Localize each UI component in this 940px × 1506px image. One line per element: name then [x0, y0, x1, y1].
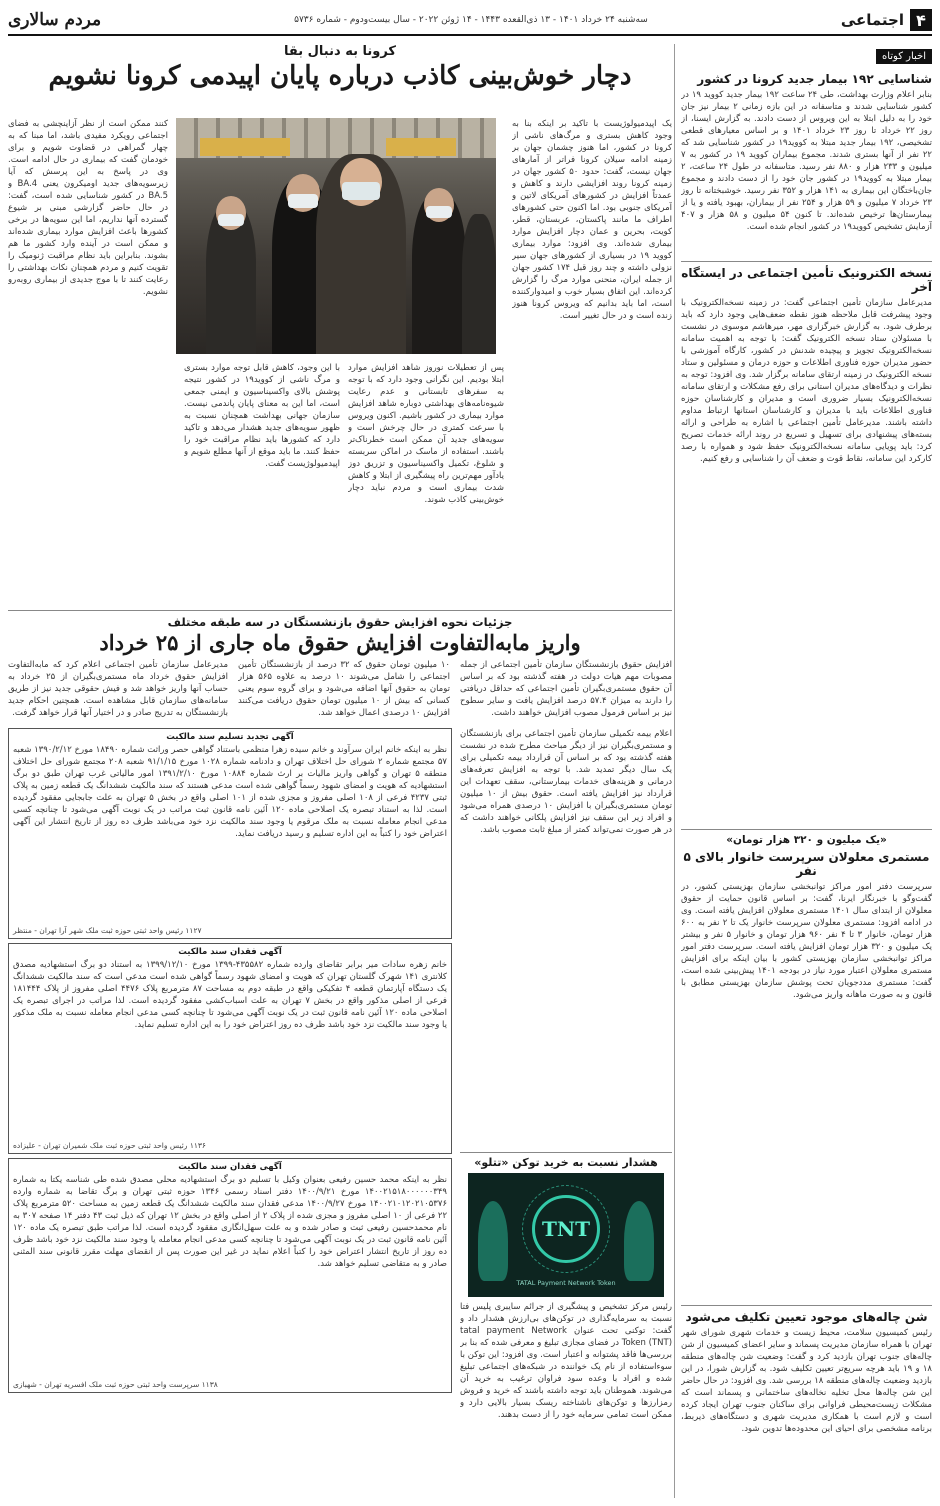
news-body: سرپرست دفتر امور مراکز توانبخشی سازمان بهزیستی کشور، در گفت‌وگو با خبرنگار ایرنا، گفت: بر اساس قانون حمایت از حقوق معلولان از ابتدای سال ۱۴۰۱ مستمری معلولان افزایش یافته است. وی در ادامه افزود: مستمری معلولان سرپرست خانوار یک تا ۲ نفر به ۶۰۰ هزار تومان، خانوار ۳ تا ۴ نفر ۹۶۰ هزار تومان و خانوار ۵ نفر و بیشتر یک میلیون و ۳۲۰ هزار تومان افزایش یافته است. سرپرست دفتر امور مراکز توانبخشی سازمان بهزیستی کشور با بیان اینکه برای افزایش مستمری معلولان اعتبار مورد نیاز در بودجه ۱۴۰۱ پیش‌بینی شده است، گفت: مستمری مددجویان تحت پوشش سازمان بهزیستی مطابق با قانون و به صورت ماهانه واریز می‌شود. [681, 882, 932, 1000]
pension-story [8, 610, 672, 725]
tnt-warning-column [460, 728, 672, 1498]
tnt-logo: TNT [541, 1217, 591, 1241]
notice-signature: ۱۱۲۷ رئیس واحد ثبتی حوزه ثبت ملک شهر آرا تهران - منتظر [13, 926, 202, 935]
photo-mask [426, 206, 452, 218]
notice-body: نظر به اینکه محمد حسین رفیعی بعنوان وکیل با تسلیم دو برگ استشهادیه محلی مصدق شده طی شناسه یکتا به شماره ۱۴۰۰۲۱۵۱۸۰۰۰۰۰۰۳۴۹ مورخ ۱۴۰۰/۹/۲۱ دفتر اسناد رسمی ۱۳۴۶ حوزه ثبتی تهران و برگ تقاضا به شماره وارده ۱۴۰۰۲۱۰۱۲۰۲۱۰۵۳۷۶ مورخ ۱۴۰۰/۹/۲۷ مدعی فقدان سند مالکیت ششدانگ یک قطعه زمین به مساحت ۵۲۰ مترمربع پلاک ۲۲ فرعی از ۱۰ اصلی مفروز و مجزی شده از پلاک ۲ از اصلی واقع در بخش ۱۲ تهران که ذیل ثبت ۴۳ دفتر ۱۴ صفحه ۳۰۷ به نام محمدحسین رفیعی ثبت و صادر شده و به علت سهل‌انگاری مفقود گردیده است. لذا مراتب طبق تبصره یک ماده ۱۲۰ آئین نامه قانون ثبت در یک نوبت آگهی می‌شود تا چنانچه کسی مدعی انجام معامله یا وجود سند مالکیت نزد خود باشد ظرف ده روز از تاریخ انتشار اعتراض خود را کتباً اعلام نماید در غیر این صورت پس از انقضای مهلت مقرر قانونی سند المثنی صادر و به متقاضی تسلیم خواهد شد. [13, 1175, 447, 1269]
tnt-token-image [468, 1173, 664, 1297]
pension-headline: واریز مابه‌التفاوت افزایش حقوق ماه جاری از ۲۵ خرداد [99, 630, 581, 655]
news-item [681, 1310, 932, 1498]
paper-name: مردم سالاری [8, 10, 102, 30]
lead-kicker: کرونا به دنبال بقا [284, 44, 396, 59]
photo-mask [342, 182, 380, 200]
legal-notice [8, 943, 452, 1154]
sidebar-news [674, 44, 932, 1498]
notice-body: نظر به اینکه خانم ایران سرآوند و خانم سیده زهرا منظمی باستناد گواهی حصر وراثت شماره ۱۸۴۹۰ مورخ ۱۳۹۰/۲/۱۲ شعبه ۵۷ مجتمع شماره ۲ شورای حل اختلاف تهران و دادنامه شماره ۱۰۲۸ مورخ ۹۱/۱/۱۵ شعبه ۲۰۸ مجتمع شورای حل اختلاف منطقه ۵ تهران و گواهی واریز مالیات بر ارث شماره ۱۰۸۸۴ مورخ ۱۳۹۱/۲/۱۰ امور مالیاتی غرب تهران طبق دو برگ استشهادیه که هویت و امضای شهود رسماً گواهی شده است مدعی هستند که سند مالکیت ششدانگ یک قطعه زمین به پلاک ثبتی ۴۲۳۷ فرعی از ۱۰۸ اصلی مفروز و مجزی شده از ۱۰۱ اصلی واقع در بخش ۵ تهران به علت جابجایی مفقود گردیده است. لذا به استناد تبصره یک اصلاحی ماده ۱۲۰ آئین نامه قانون ثبت مراتب در یک نوبت آگهی می‌شود تا چنانچه کسی مدعی انجام معامله نسبت به ملک مرقوم یا وجود سند مالکیت نزد خود می‌باشد ظرف ده روز از تاریخ انتشار این آگهی اعتراض خود را کتباً به این اداره تسلیم و رسید دریافت نماید. [13, 745, 447, 839]
page-number: ۴ [910, 9, 932, 31]
news-title: شناسایی ۱۹۲ بیمار جدید کرونا در کشور [697, 72, 932, 86]
news-body: بنابر اعلام وزارت بهداشت، طی ۲۴ ساعت ۱۹۲ بیمار جدید کووید ۱۹ در کشور شناسایی شدند و متاسفانه در این بازه زمانی ۲ بیمار نیز جان خود را به دلیل ابتلا به این ویروس از دست دادند. به گزارش ایسنا، از روز ۲۲ خرداد تا روز ۲۳ خرداد ۱۴۰۱ و بر اساس معیارهای قطعی تشخیصی، ۱۹۲ بیمار جدید مبتلا به کووید۱۹ در کشور شناسایی شد که ۲۲ نفر از آنها بستری شدند. مجموع بیماران کووید ۱۹ در کشور به ۷ میلیون و ۲۳۳ هزار و ۸۸۰ نفر رسید. متاسفانه در طول ۲۴ ساعت، ۲ بیمار مبتلا به کووید۱۹ در کشور جان خود را از دست دادند و مجموع جان‌باختگان این بیماری به ۱۴۱ هزار و ۳۵۲ نفر رسید. خوشبختانه تا روز ۲۳ خرداد ۷ میلیون و ۵۹ هزار و ۲۵۴ نفر از بیماران، بهبود یافته و یا از بیمارستان‌ها ترخیص شده‌اند. تا کنون ۵۴ میلیون و ۵۸ هزار و ۴۰۷ آزمایش تشخیص کووید۱۹ در کشور انجام شده است. [681, 90, 932, 232]
lead-column-middle: پس از تعطیلات نوروز شاهد افزایش موارد ابتلا بودیم. این نگرانی وجود دارد که با توجه به سفرهای تابستانی و عدم رعایت شیوه‌نامه‌های بهداشتی دوباره شاهد افزایش موارد بیماری در کشور باشیم. اکنون ویروس با سرعت کمتری در حال چرخش است و سویه‌های جدید آن ممکن است خطرناک‌تر باشند. استفاده از ماسک در اماکن سربسته و شلوغ، تکمیل واکسیناسیون و تزریق دوز یادآور مهم‌ترین راه پیشگیری از ابتلا و کاهش شدت بیماری است و مردم نباید دچار خوش‌بینی کاذب شوند. [348, 363, 504, 505]
subway-crowd-photo [176, 118, 496, 354]
legal-notice [8, 728, 452, 939]
sidebar-label: اخبار کوتاه [876, 49, 932, 64]
news-item [681, 72, 932, 262]
main-area [8, 44, 672, 1498]
pension-columns [8, 659, 672, 725]
news-subtitle: مستمری معلولان سرپرست خانوار بالای ۵ نفر [683, 850, 930, 878]
news-body: رئیس کمیسیون سلامت، محیط زیست و خدمات شهری شورای شهر تهران با همراه سازمان مدیریت پسماند و سایر اعضای کمیسیون از شن چاله‌های جنوب تهران بازدید کرد و گفت: وضعیت شن چاله‌های منطقه ۱۸ و ۱۹ باید هرچه سریع‌تر تعیین تکلیف شود. به گزارش شورا، در این بازدید وضعیت چاله‌های منطقه ۱۸ بررسی شد. وی افزود: در حال حاضر این شن چاله‌ها محل تخلیه نخاله‌های ساختمانی و پسماند است که مشکلات زیست‌محیطی فراوانی برای ساکنان جنوب تهران ایجاد کرده است و لازم است با همکاری مدیریت شهری و دستگاه‌های ذیربط، برنامه مشخصی برای احیای این محدوده‌ها تدوین شود. [681, 1328, 932, 1434]
photo-mask [218, 214, 244, 226]
photo-person [462, 214, 496, 354]
pension-column: افزایش حقوق بازنشستگان سازمان تأمین اجتماعی از جمله مصوبات مهم هیات دولت در هفته گذشته بود که بر اساس آن حقوق مستمری‌بگیران تأمین اجتماعی که حداقل دریافتی را دارند به میزان ۵۷.۴ درصد افزایش یافت و سایر سطوح نیز بر اساس فرمول مصوب افزایش خواهند داشت. [460, 660, 672, 718]
notice-signature: ۱۱۳۸ سرپرست واحد ثبتی حوزه ثبت ملک افسریه تهران - شهبازی [13, 1380, 218, 1389]
notice-title: آگهی تجدید تسلیم سند مالکیت [166, 732, 294, 742]
tnt-warning-body: رئیس مرکز تشخیص و پیشگیری از جرائم سایبری پلیس فتا نسبت به سرمایه‌گذاری در توکن‌های بی‌ارزش هشدار داد و گفت: توکنی تحت عنوان tatal payment Network Token (TNT) در فضای مجازی تبلیغ و معرفی شده که بنا بر بررسی‌ها فاقد پشتوانه و اعتبار است. وی افزود: این توکن با سوءاستفاده از نام یک خواننده در شبکه‌های اجتماعی تبلیغ شده و افراد با وعده سود فراوان ترغیب به خرید آن می‌شوند. هموطنان باید توجه داشته باشند که خرید و فروش رمزارزها و توکن‌های ناشناخته ریسک بسیار بالایی دارد و ممکن است تمامی سرمایه خود را از دست بدهند. [460, 1302, 672, 1420]
news-body: مدیرعامل سازمان تأمین اجتماعی گفت: در زمینه نسخه‌الکترونیک با وجود پیشرفت قابل ملاحظه هنوز نقطه ضعف‌هایی وجود دارد که باید برطرف شود. به گزارش خبرگزاری مهر، میرهاشم موسوی در نشست با مسئولان ستاد نسخه الکترونیک گفت: با توجه به اهمیت سامانه نسخه‌الکترونیک تجویز و پیچیده شدنش در کشور، کارگاه آموزشی با حضور مدیران حوزه فناوری اطلاعات و حوزه درمان و مسئولین و ستاد نسخه الکترونیک در زمینه ارتقای سامانه برگزار شد. وی افزود: توجه به نظرات و دیدگاه‌های مدیران استانی برای رفع مشکلات و ارتقای سامانه نسخه‌الکترونیک بسیار ضروری است و مدیران و کارشناسان حوزه فناوری اطلاعات باید با مدیران و کارشناسان استانها ارتباط مداوم داشته باشند. مدیرعامل تأمین اجتماعی با اشاره به طراحی و ارائه بسته‌های پیشنهادی برای تسهیل و تسریع در روند ارائه خدمات تصریح کرد: باید پویایی سامانه نسخه‌الکترونیک حفظ شود و همواره با رصد کارکرد این سامانه، نقاط قوت و ضعف آن را شناسایی و رفع کنیم. [681, 298, 932, 464]
section-name: اجتماعی [840, 11, 904, 29]
notice-body: خانم زهره سادات میر برابر تقاضای وارده شماره ۴۳۵۵۸۲-۱۳۹۹ مورخ ۱۳۹۹/۱۲/۱۰ به استناد دو برگ استشهادیه مصدق کلانتری ۱۴۱ شهرک گلستان تهران که هویت و امضای شهود رسماً گواهی شده است مدعی است که سند مالکیت ششدانگ یک دستگاه آپارتمان قطعه ۴ تفکیکی واقع در طبقه دوم به مساحت ۸۷ مترمربع پلاک ۴۴۷۶ اصلی مفروز از پلاک ۱۸۱۴۴۴ فرعی از اصلی مذکور واقع در بخش ۷ تهران به علت اسباب‌کشی مفقود گردیده است. لذا مراتب در اجرای تبصره یک اصلاحی ماده ۱۲۰ آئین نامه قانون ثبت در یک نوبت آگهی می‌شود تا چنانچه کسی مدعی انجام معامله نسبت به ملک مذکور یا وجود سند مالکیت نزد خود باشد ظرف ده روز اعتراض خود را به این اداره تسلیم نماید. [13, 960, 447, 1030]
tnt-figure [478, 1201, 508, 1281]
news-item [681, 834, 932, 1306]
pension-kicker: جزئیات نحوه افزایش حقوق بازنشستگان در سه طبقه مختلف [167, 615, 513, 629]
pension-column: ۱۰ میلیون تومان حقوق که ۳۲ درصد از بازنشستگان تأمین اجتماعی را شامل می‌شوند ۱۰ درصد به علاوه ۵۶۵ هزار تومان به حقوق آنها اضافه می‌شود و برای گروه سوم یعنی کسانی که بیش از ۱۰ میلیون تومان حقوق دریافت می‌کنند افزایش ۱۰ درصدی اعمال خواهد شد. [238, 660, 450, 718]
news-item [681, 266, 932, 830]
masthead [8, 6, 932, 36]
lead-column-under-photo: با این وجود، کاهش قابل توجه موارد بستری و مرگ ناشی از کووید۱۹ در کشور نتیجه پوشش بالای واکسیناسیون و ایمنی جمعی است، اما این به معنای پایان پاندمی نیست. سازمان جهانی بهداشت همچنان نسبت به ظهور سویه‌های جدید هشدار می‌دهد و تاکید دارد که کشورها باید نظام مراقبت خود را حفظ کنند. ما باید موقع از آنها مطلع شویم و اپیدمیولوژیست گفت. [184, 363, 340, 469]
section-tag [841, 9, 932, 31]
tnt-caption: TATAL Payment Network Token [516, 1279, 616, 1287]
lead-column-right: یک اپیدمیولوژیست با تاکید بر اینکه بنا به وجود کاهش بستری و مرگ‌های ناشی از کرونا در کشور، اما هنوز چشمان جهان بر زمینه ادامه سیلان کرونا فراتر از آمار‌های جهان نیست، گفت: حدود ۵۰ کشور جهان در زمینه کرونا روند افزایشی دارند و کاهش و عمدتاً افزایش در کشورهای آمریکای لاتین و آمریکای جنوبی بود. اما اکنون حتی کشورهای اطراف ما مانند پاکستان، عربستان، قطر، کویت، بحرین و عمان دچار افزایش موارد بیماری شده‌اند. وی افزود: موارد بیماری کووید ۱۹ در بسیاری از کشورهای جهان سیر نزولی داشته و چند روز قبل ۱۷۴ کشور جهان از جمله ایران، منحنی موارد مرگ را گزارش کرده‌اند. این اتفاق بسیار خوب و امیدوارکننده است، اما باید بدانیم که ویروس کرونا هنوز زنده است و در حال تغییر است. [512, 119, 672, 321]
tnt-warning-title: هشدار نسبت به خرید توکن «تتلو» [460, 1152, 672, 1169]
lead-story [8, 118, 672, 610]
photo-sign [386, 138, 456, 156]
news-title: نسخه الکترونیک تأمین اجتماعی در ایستگاه آخر [681, 266, 932, 294]
photo-mask [288, 194, 318, 208]
notice-title: آگهی فقدان سند مالکیت [178, 947, 282, 957]
notice-title: آگهی فقدان سند مالکیت [178, 1162, 282, 1172]
dateline: سه‌شنبه ۲۴ خرداد ۱۴۰۱ - ۱۳ ذی‌القعده ۱۴۴۳ - ۱۴ ژوئن ۲۰۲۲ - سال بیست‌ودوم - شماره ۵۷۳۶ [294, 15, 648, 25]
lead-headline: دچار خوش‌بینی کاذب درباره پایان اپیدمی کرونا نشویم [48, 61, 632, 91]
news-title: «یک میلیون و ۳۲۰ هزار تومان» [726, 834, 887, 846]
legal-notice [8, 1158, 452, 1393]
photo-sign [200, 138, 290, 156]
tnt-figure [624, 1201, 654, 1281]
news-title: شن چاله‌های موجود تعیین تکلیف می‌شود [685, 1310, 928, 1324]
lead-column-left: کنند ممکن است از نظر آزاینچشی به فضای اجتماعی رویکرد مفیدی باشد، اما مبنا که به چهار گمراهی در قضاوت شویم و برای خودمان گفت که بیماری در حال ادامه است. وی در پاسخ به این پرسش که آیا زیرسویه‌های جدید اومیکرون یعنی BA.4 و BA.5 در کشور شناسایی شده است، گفت: در حال حاضر گزارشی مبنی بر شیوع گسترده آنها نداریم، اما این سویه‌ها در برخی کشورها باعث افزایش موارد بیماری شده‌اند و ممکن است در آینده وارد کشور ما هم بشوند. بنابراین باید نظام مراقبت ژنومیک را تقویت کنیم و مردم همچنان نکات بهداشتی را رعایت کنند تا با موج جدیدی از بیماری روبه‌رو نشویم. [8, 119, 168, 297]
pension-continued-text: اعلام بیمه تکمیلی سازمان تأمین اجتماعی برای بازنشستگان و مستمری‌بگیران نیز از دیگر مباحث مطرح شده در نشست هفته گذشته بود که بر اساس آن قرارداد بیمه تکمیلی برای یک سال دیگر تمدید شد. با توجه به افزایش تعرفه‌های درمانی و هزینه‌های خدمات بیمارستانی، سقف تعهدات این قرارداد نیز افزایش یافته است. حقوق بیش از ۱۰ میلیون تومان مستمری‌بگیران با افزایش ۱۰ درصدی همراه می‌شود و افراد زیر این سقف نیز افزایش پلکانی خواهند داشت که در هر صورت نمی‌تواند کمتر از مبلغ ثابت مصوب باشد. [460, 729, 672, 835]
legal-notices [8, 728, 452, 1498]
notice-signature: ۱۱۳۶ رئیس واحد ثبتی حوزه ثبت ملک شمیران تهران - علیزاده [13, 1141, 206, 1150]
pension-column: مدیرعامل سازمان تأمین اجتماعی اعلام کرد که مابه‌التفاوت افزایش حقوق خرداد ماه مستمری‌بگیران از ۲۵ خرداد به حساب آنها واریز خواهد شد و فیش حقوقی جدید نیز از طریق سامانه‌های سازمان قابل مشاهده است. همچنین احکام جدید بازنشستگان به تدریج صادر و در اختیار آنها قرار خواهد گرفت. [8, 660, 228, 718]
